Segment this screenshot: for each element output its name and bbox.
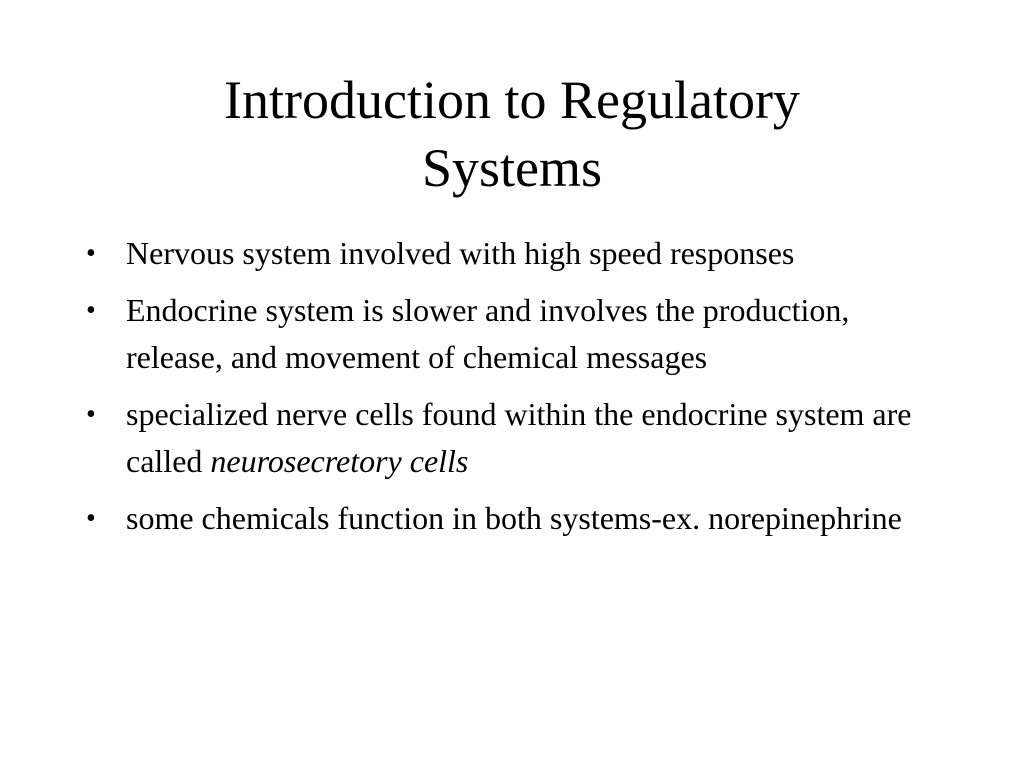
bullet-dot-icon: • xyxy=(86,238,96,269)
slide-title-line-2: Systems xyxy=(421,138,603,198)
bullet-list xyxy=(82,230,942,552)
bullet-dot-icon: • xyxy=(86,295,96,326)
bullet-item-endocrine-system xyxy=(82,287,942,381)
bullet-dot-icon: • xyxy=(86,503,96,534)
slide-title-line-1: Introduction to Regulatory xyxy=(224,70,800,130)
bullet-text: specialized nerve cells found within the endocrine system are called xyxy=(126,396,912,479)
bullet-item-shared-chemicals xyxy=(82,495,942,542)
slide-title xyxy=(112,66,912,202)
bullet-item-neurosecretory-cells xyxy=(82,391,942,485)
bullet-dot-icon: • xyxy=(86,399,96,430)
bullet-text: Nervous system involved with high speed responses xyxy=(126,235,795,271)
bullet-text: some chemicals function in both systems-ex. norepinephrine xyxy=(126,500,902,536)
bullet-text-italic-term: neurosecretory cells xyxy=(210,443,469,479)
bullet-text: Endocrine system is slower and involves the production, release, and movement of chemical messages xyxy=(126,292,850,375)
bullet-item-nervous-system xyxy=(82,230,942,277)
